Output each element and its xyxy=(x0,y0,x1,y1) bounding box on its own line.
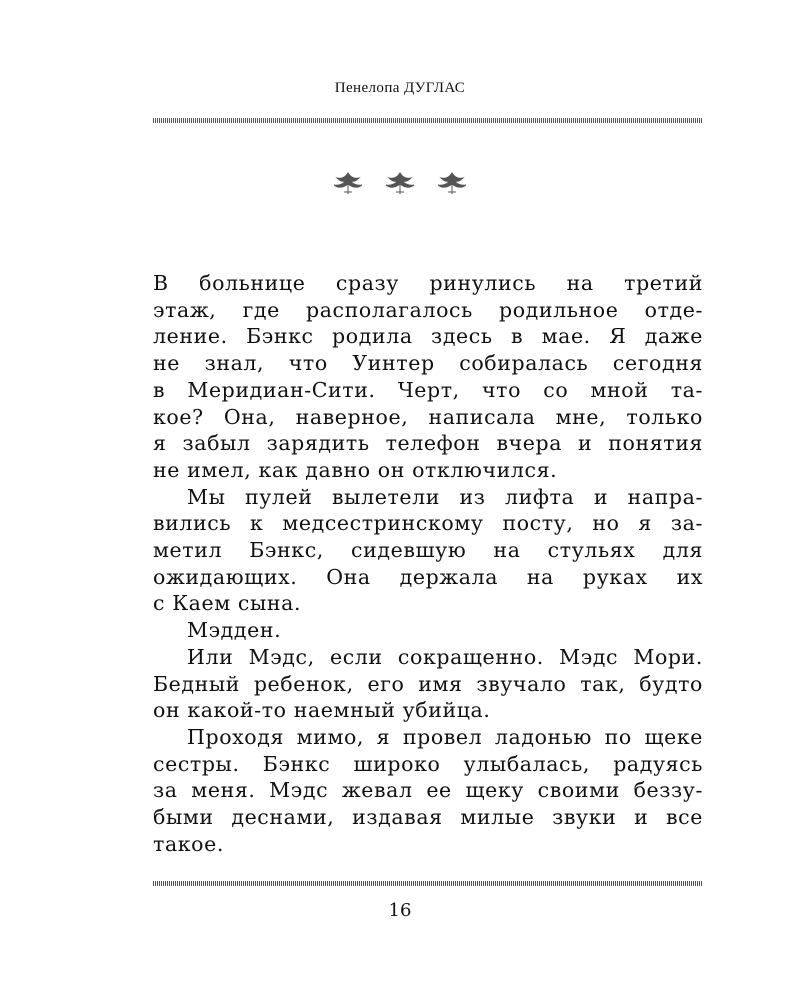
floral-ornament-icon xyxy=(383,170,417,196)
section-ornament xyxy=(0,170,800,196)
header-rule xyxy=(153,118,703,123)
text-line: Или Мэдс, если сокращенно. Мэдс Мори. xyxy=(187,644,703,669)
text-line: Бедный ребенок, его имя звучало так, будто xyxy=(153,671,703,696)
text-line: этаж, где располагалось родильное отде- xyxy=(153,297,703,322)
text-line: с Каем сына. xyxy=(153,591,302,616)
text-line: Проходя мимо, я провел ладонью по щеке xyxy=(187,724,703,749)
text-line: в Меридиан-Сити. Черт, что со мной та- xyxy=(153,377,703,402)
text-line: метил Бэнкс, сидевшую на стульях для xyxy=(153,538,703,563)
footer-rule xyxy=(153,881,703,886)
text-line: вились к медсестринскому посту, но я за- xyxy=(153,511,703,536)
body-text xyxy=(153,270,703,857)
text-line: быми деснами, издавая милые звуки и все xyxy=(153,805,703,830)
text-line: не знал, что Уинтер собиралась сегодня xyxy=(153,351,703,376)
floral-ornament-icon xyxy=(331,170,365,196)
text-line: В больнице сразу ринулись на третий xyxy=(153,271,703,295)
text-line: Мэдден. xyxy=(187,618,282,643)
text-line: сестры. Бэнкс широко улыбалась, радуясь xyxy=(153,751,703,776)
text-line: не имел, как давно он отключился. xyxy=(153,457,558,482)
text-line: я забыл зарядить телефон вчера и понятия xyxy=(153,431,703,456)
text-line: ление. Бэнкс родила здесь в мае. Я даже xyxy=(153,324,703,349)
running-header: Пенелопа ДУГЛАС xyxy=(334,80,466,96)
page-number: 16 xyxy=(388,900,412,921)
floral-ornament-icon xyxy=(435,170,469,196)
text-line: ожидающих. Она держала на руках их xyxy=(153,564,703,589)
text-line: кое? Она, наверное, написала мне, только xyxy=(153,404,703,429)
text-line: Мы пулей вылетели из лифта и напра- xyxy=(187,484,703,509)
text-line: за меня. Мэдс жевал ее щеку своими беззу- xyxy=(153,778,703,803)
text-line: такое. xyxy=(153,831,224,856)
text-line: он какой-то наемный убийца. xyxy=(153,698,491,723)
